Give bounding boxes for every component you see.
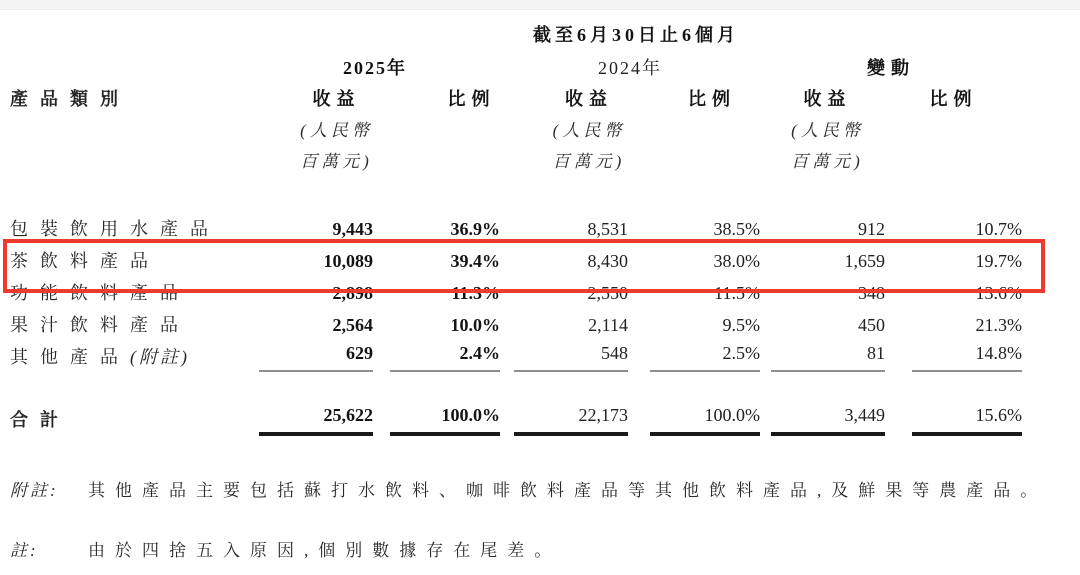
cell-2025-revenue: 10,089 (323, 251, 373, 272)
total-2025-ratio: 100.0% (373, 402, 500, 440)
total-2024-revenue: 22,173 (500, 402, 628, 440)
cell-2024-ratio: 38.0% (713, 251, 760, 272)
total-change-ratio: 15.6% (885, 402, 1022, 440)
cell-2024-ratio: 11.5% (714, 283, 760, 304)
cell-2024-revenue: 2,114 (588, 315, 628, 336)
column-group-2024: 2024年 (598, 58, 662, 79)
cell-2024-ratio: 2.5% (628, 342, 760, 374)
table-row-packaged-water (10, 214, 1022, 246)
category-header: 產品類別 (10, 89, 130, 110)
unit-row-2 (10, 146, 1022, 178)
cell-change-ratio: 13.6% (975, 283, 1023, 304)
cell-change-revenue: 912 (858, 219, 885, 240)
revenue-by-product-table (10, 18, 1022, 440)
footnote-rounding (10, 538, 561, 564)
cell-2025-ratio: 39.4% (450, 251, 500, 272)
row-label: 茶飲料產品 (10, 251, 160, 272)
cell-2024-ratio: 9.5% (722, 315, 760, 336)
table-row-tea-highlighted (10, 246, 1022, 278)
cell-2024-revenue: 2,550 (587, 283, 628, 304)
row-label: 果汁飲料產品 (10, 315, 190, 336)
top-strip (0, 0, 1080, 10)
unit-row-1 (10, 116, 1022, 146)
table-row-other-products (10, 342, 1022, 374)
row-label: 功能飲料產品 (10, 283, 190, 304)
unit-millions-2024: 百萬元) (552, 151, 626, 171)
cell-2025-revenue: 629 (250, 342, 373, 374)
footnote-prefix: 註: (10, 541, 39, 560)
table-row-total (10, 402, 1022, 440)
total-change-revenue: 3,449 (760, 402, 885, 440)
footnote-prefix: 附註: (10, 481, 59, 500)
cell-change-ratio: 21.3% (975, 315, 1023, 336)
row-label: 包裝飲用水產品 (10, 219, 220, 240)
total-label: 合計 (10, 410, 70, 431)
row-label-note-ref: (附註) (130, 347, 190, 368)
spacer-row (10, 374, 1022, 402)
footnote-text: 由於四捨五入原因,個別數據存在尾差。 (88, 541, 562, 560)
table-row-juice-drinks (10, 310, 1022, 342)
cell-2025-ratio: 36.9% (450, 219, 500, 240)
cell-2025-ratio: 11.3% (451, 283, 500, 304)
ratio-header-change: 比例 (929, 89, 978, 110)
unit-rmb-change: (人民幣 (791, 120, 864, 140)
cell-2025-revenue: 2,898 (332, 283, 373, 304)
period-header-row (10, 18, 1022, 54)
cell-2024-ratio: 38.5% (713, 219, 760, 240)
year-header-row (10, 54, 1022, 84)
cell-2025-revenue: 2,564 (332, 315, 373, 336)
column-group-change: 變動 (867, 58, 916, 79)
cell-change-revenue: 450 (858, 315, 885, 336)
unit-millions-2025: 百萬元) (300, 151, 373, 171)
cell-2024-revenue: 8,531 (587, 219, 628, 240)
cell-change-ratio: 14.8% (885, 342, 1022, 374)
row-label: 其他產品(附註) (10, 347, 190, 368)
cell-change-revenue: 348 (858, 283, 885, 304)
revenue-header-2025: 收益 (312, 89, 361, 110)
revenue-header-change: 收益 (803, 89, 852, 110)
cell-2024-revenue: 548 (500, 342, 628, 374)
cell-2025-ratio: 2.4% (373, 342, 500, 374)
cell-2024-revenue: 8,430 (587, 251, 628, 272)
spacer-row (10, 178, 1022, 214)
revenue-header-2024: 收益 (565, 89, 613, 110)
unit-millions-change: 百萬元) (791, 151, 864, 171)
table-row-functional-drinks (10, 278, 1022, 310)
column-group-2025: 2025年 (343, 58, 407, 79)
subheader-row (10, 84, 1022, 116)
cell-change-ratio: 19.7% (975, 251, 1023, 272)
period-header: 截至6月30日止6個月 (533, 25, 740, 46)
cell-change-revenue: 81 (760, 342, 885, 374)
ratio-header-2025: 比例 (447, 89, 496, 110)
cell-2025-ratio: 10.0% (450, 315, 500, 336)
footnote-text: 其他產品主要包括蘇打水飲料、咖啡飲料產品等其他飲料產品,及鮮果等農產品。 (88, 481, 1048, 500)
ratio-header-2024: 比例 (688, 89, 736, 110)
total-2024-ratio: 100.0% (628, 402, 760, 440)
footnote-other-products (10, 478, 1047, 504)
unit-rmb-2024: (人民幣 (552, 120, 626, 140)
unit-rmb-2025: (人民幣 (300, 120, 373, 140)
cell-change-revenue: 1,659 (844, 251, 885, 272)
cell-2025-revenue: 9,443 (332, 219, 373, 240)
total-2025-revenue: 25,622 (250, 402, 373, 440)
cell-change-ratio: 10.7% (975, 219, 1023, 240)
